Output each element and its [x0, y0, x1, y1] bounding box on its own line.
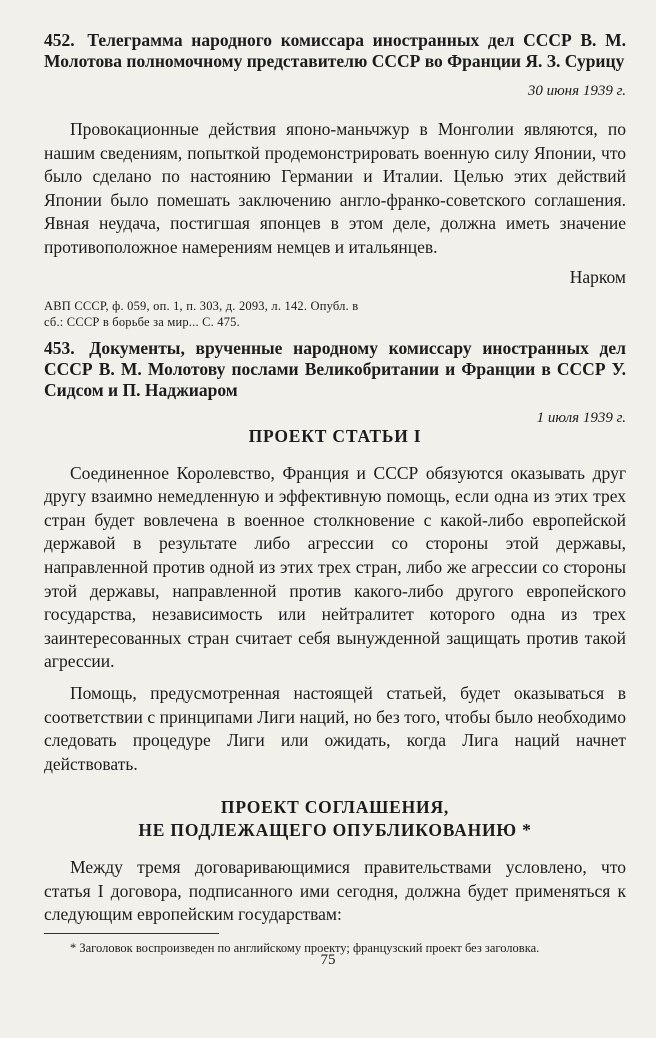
section-article-title: ПРОЕКТ СТАТЬИ I	[248, 425, 422, 446]
doc-453-number: 453.	[44, 337, 75, 358]
doc-452-heading	[44, 30, 626, 72]
footnote-divider	[44, 933, 219, 934]
section-agreement-title-line-1: ПРОЕКТ СОГЛАШЕНИЯ,	[220, 797, 450, 818]
doc-452-source: АВП СССР, ф. 059, оп. 1, п. 303, д. 2093, л. 142. Опубл. в сб.: СССР в борьбе за мир... С. 475.	[44, 298, 359, 329]
doc-453-heading	[44, 338, 626, 401]
page-number: 75	[320, 952, 336, 968]
section-agreement-title-line-2: НЕ ПОДЛЕЖАЩЕГО ОПУБЛИКОВАНИЮ *	[138, 820, 532, 841]
agreement-paragraph-1: Между тремя договаривающимися правительствами условлено, что статья I договора, подписанного ими сегодня, должна будет применяться к следующим европейским государствам:	[44, 857, 626, 925]
doc-453-title: Документы, врученные народному комиссару иностранных дел СССР В. М. Молотову послами Великобритании и Франции в СССР У. Сидсом и П. Наджиаром	[44, 337, 626, 400]
doc-452-signature: Нарком	[569, 266, 626, 287]
doc-452-date: 30 июня 1939 г.	[527, 83, 626, 99]
doc-452-body: Провокационные действия японо-маньчжур в Монголии являются, по нашим сведениям, попыткой продемонстрировать военную силу Японии, что было сделано по настоянию Германии и Италии. Целью этих действий Японии было помешать заключению англо-франко-советского соглашения. Явная неудача, постигшая японцев в этом деле, должна иметь значение противоположное намерениям немцев и итальянцев.	[44, 119, 626, 257]
doc-452-number: 452.	[44, 30, 75, 50]
doc-453-date: 1 июля 1939 г.	[536, 409, 626, 426]
article-paragraph-2: Помощь, предусмотренная настоящей статьей, будет оказываться в соответствии с принципами Лиги наций, но без того, чтобы было необходимо следовать процедуре Лиги или ожидать, когда Лига наций начнет действовать.	[44, 682, 626, 774]
section-agreement-title	[44, 796, 626, 842]
footnote: * Заголовок воспроизведен по английскому проекту; французский проект без заголовка.	[70, 941, 540, 956]
article-paragraph-1: Соединенное Королевство, Франция и СССР обязуются оказывать друг другу взаимно немедленную и эффективную помощь, если одна из этих трех стран будет вовлечена в военное столкновение с какой-либо европейской державой в результате либо агрессии со стороны этой державы, направленной против одной из этих трех стран, либо же агрессии со стороны этой державы, направленной против какого-либо другого европейского государства, независимость или нейтралитет которого одна из трех заинтересованных стран считает себя вынужденной защищать против такой агрессии.	[44, 462, 626, 672]
doc-452-title: Телеграмма народного комиссара иностранных дел СССР В. М. Молотова полномочному представителю СССР во Франции Я. З. Сурицу	[44, 30, 627, 71]
